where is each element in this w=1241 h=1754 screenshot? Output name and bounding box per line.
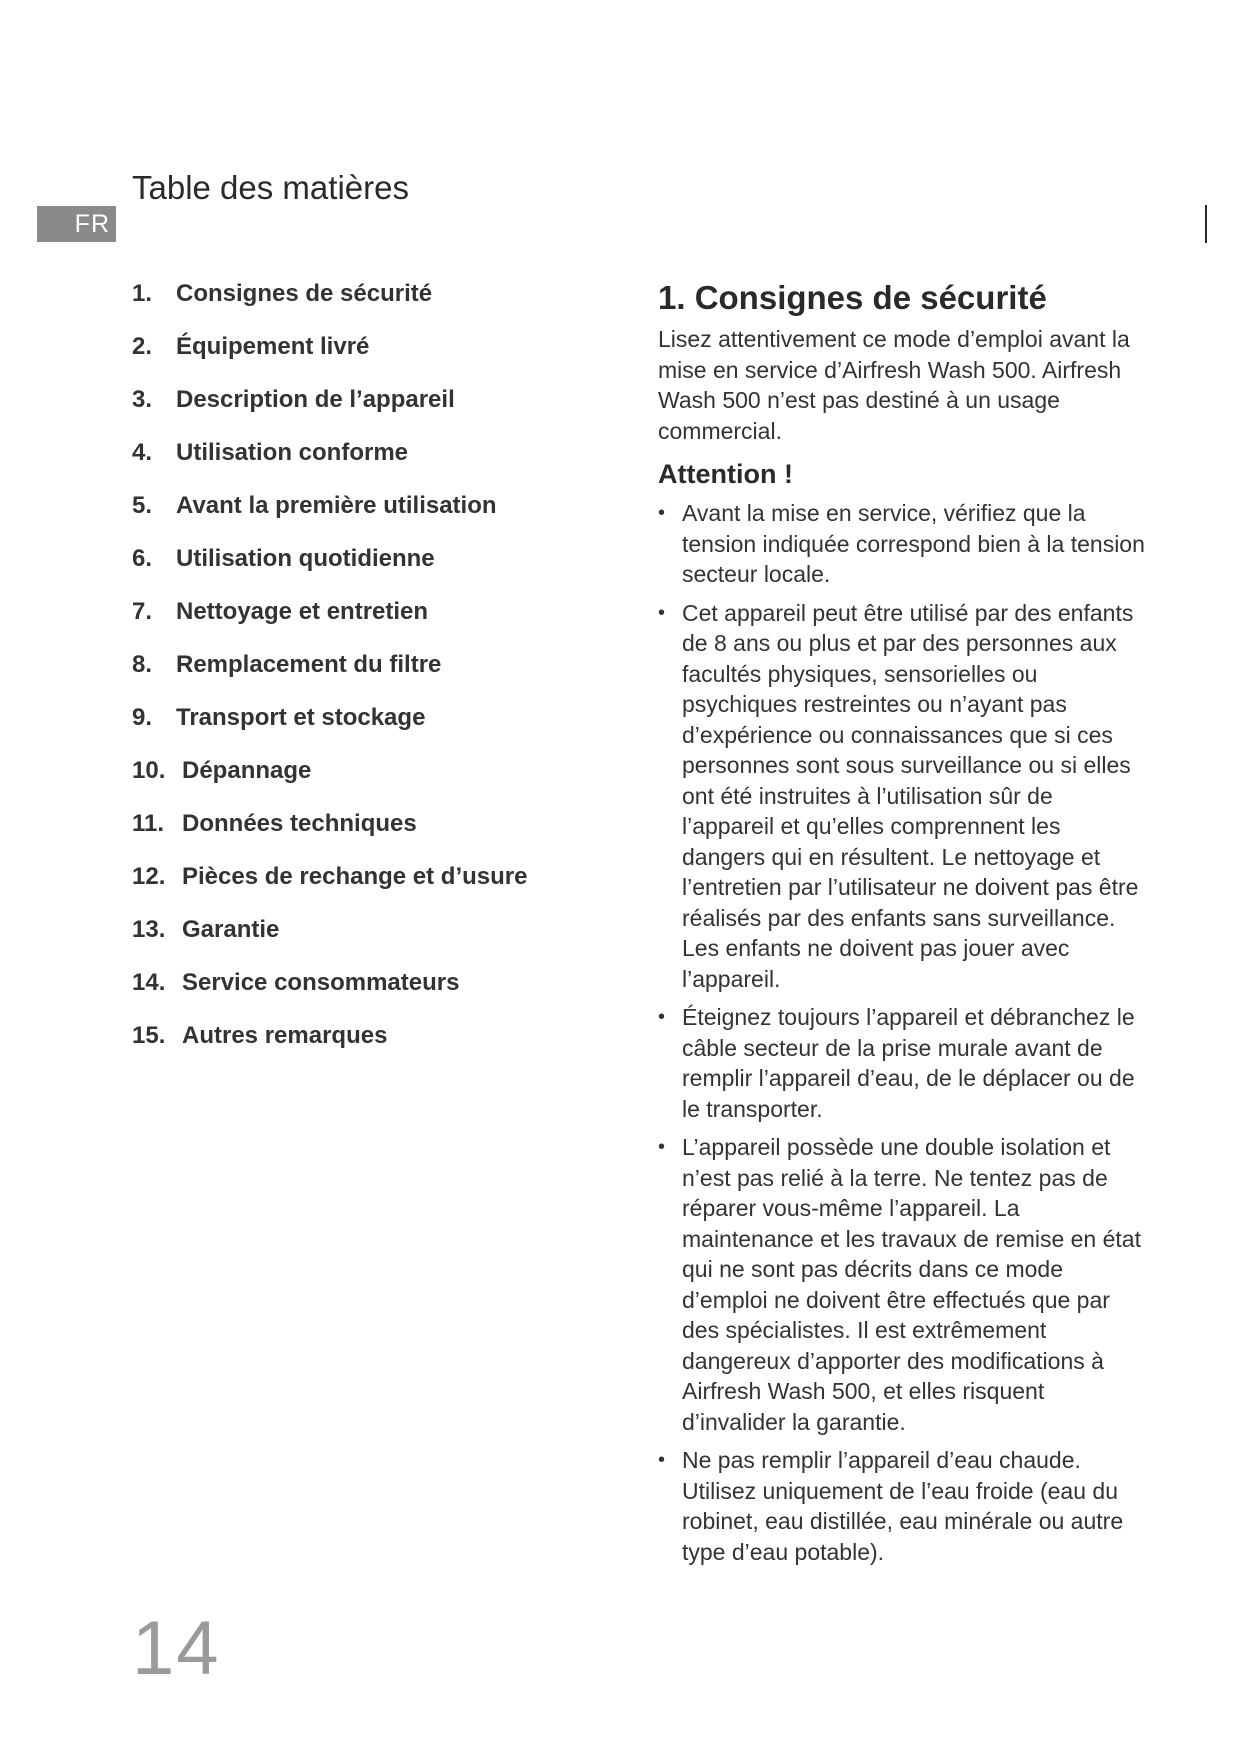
- toc-item-number: 1.: [132, 280, 153, 307]
- toc-item-number: 4.: [132, 439, 153, 466]
- section-intro: Lisez attentivement ce mode d’emploi avant la mise en service d’Airfresh Wash 500. Airfresh Wash 500 n’est pas destiné à un usage commercial.: [658, 326, 1130, 444]
- toc-item: [132, 592, 592, 645]
- toc-item: [132, 963, 592, 1016]
- bullet-text: Éteignez toujours l’appareil et débranchez le câble secteur de la prise murale avant de remplir l’appareil d’eau, de le déplacer ou de le transporter.: [682, 1004, 1135, 1122]
- toc-item: [132, 751, 592, 804]
- safety-bullet-list: [658, 498, 1148, 1567]
- attention-heading: Attention !: [658, 459, 793, 489]
- toc-item-number: 11.: [132, 810, 165, 837]
- bullet-icon: •: [658, 502, 666, 524]
- toc-item-number: 10.: [132, 757, 166, 784]
- toc-item-label: Nettoyage et entretien: [176, 598, 429, 625]
- bullet-icon: •: [658, 1006, 666, 1028]
- toc-item-label: Données techniques: [182, 810, 417, 837]
- toc-item-label: Transport et stockage: [176, 704, 426, 731]
- toc-item-number: 13.: [132, 916, 166, 943]
- toc-item: [132, 539, 592, 592]
- toc-item-label: Description de l’appareil: [176, 386, 455, 413]
- toc-title: Table des matières: [132, 169, 409, 206]
- bullet-icon: •: [658, 1449, 666, 1471]
- toc-item: [132, 698, 592, 751]
- list-item: [658, 498, 1148, 590]
- list-item: [658, 1132, 1148, 1437]
- table-of-contents: [132, 274, 592, 1069]
- safety-section: [658, 276, 1148, 1575]
- toc-item-label: Remplacement du filtre: [176, 651, 442, 678]
- toc-item-number: 14.: [132, 969, 166, 996]
- toc-item: [132, 804, 592, 857]
- toc-item: [132, 645, 592, 698]
- section-title: 1. Consignes de sécurité: [658, 279, 1047, 316]
- toc-item-label: Utilisation quotidienne: [176, 545, 435, 572]
- language-tab: FR: [37, 206, 116, 242]
- toc-item: [132, 857, 592, 910]
- toc-item-number: 5.: [132, 492, 153, 519]
- toc-item-label: Service consommateurs: [182, 969, 460, 996]
- bullet-text: Cet appareil peut être utilisé par des enfants de 8 ans ou plus et par des personnes aux facultés physiques, sensorielles ou psychiques restreintes ou n’ayant pas d’expérience ou connaissances que si ces personnes sont sous surveillance ou si elles ont été instruites à l’utilisation sûr de l’appareil et qu’elles comprennent les dangers qui en résultent. Le nettoyage et l’entretien par l’utilisateur ne doivent pas être réalisés par des enfants sans surveillance. Les enfants ne doivent pas jouer avec l’appareil.: [682, 599, 1139, 992]
- toc-item: [132, 327, 592, 380]
- toc-item-number: 12.: [132, 863, 166, 890]
- toc-item-label: Pièces de rechange et d’usure: [182, 863, 528, 890]
- bullet-icon: •: [658, 601, 666, 624]
- bullet-text: L’appareil possède une double isolation et n’est pas relié à la terre. Ne tentez pas de réparer vous-même l’appareil. La maintenance et les travaux de remise en état qui ne sont pas décrits dans ce mode d’emploi ne doivent être effectués que par des spécialistes. Il est extrêmement dangereux d’apporter des modifications à Airfresh Wash 500, et elles risquent d’invalider la garantie.: [682, 1134, 1141, 1435]
- list-item: [658, 1445, 1148, 1567]
- toc-item-label: Équipement livré: [176, 333, 370, 360]
- toc-item-label: Avant la première utilisation: [176, 492, 497, 519]
- toc-item-label: Autres remarques: [182, 1022, 388, 1049]
- toc-item-number: 6.: [132, 545, 153, 572]
- toc-item: [132, 274, 592, 327]
- bullet-text: Ne pas remplir l’appareil d’eau chaude. Utilisez uniquement de l’eau froide (eau du robinet, eau distillée, eau minérale ou autre type d’eau potable).: [682, 1447, 1124, 1565]
- toc-item-number: 3.: [132, 386, 153, 413]
- toc-item: [132, 1016, 592, 1069]
- toc-item-label: Garantie: [182, 916, 280, 943]
- list-item: [658, 598, 1148, 995]
- toc-item: [132, 433, 592, 486]
- toc-item-number: 9.: [132, 704, 153, 731]
- toc-item: [132, 380, 592, 433]
- bullet-icon: •: [658, 1136, 666, 1158]
- list-item: [658, 1002, 1148, 1124]
- toc-item-label: Dépannage: [182, 757, 312, 784]
- toc-item: [132, 910, 592, 963]
- toc-item-label: Utilisation conforme: [176, 439, 409, 466]
- toc-item-number: 2.: [132, 333, 153, 360]
- toc-item-label: Consignes de sécurité: [176, 280, 433, 307]
- page-number: 14: [132, 1606, 221, 1691]
- toc-item: [132, 486, 592, 539]
- toc-item-number: 15.: [132, 1022, 166, 1049]
- toc-item-number: 7.: [132, 598, 153, 625]
- bullet-text: Avant la mise en service, vérifiez que la tension indiquée correspond bien à la tension secteur locale.: [682, 500, 1145, 587]
- margin-mark: [1205, 205, 1207, 243]
- toc-item-number: 8.: [132, 651, 153, 678]
